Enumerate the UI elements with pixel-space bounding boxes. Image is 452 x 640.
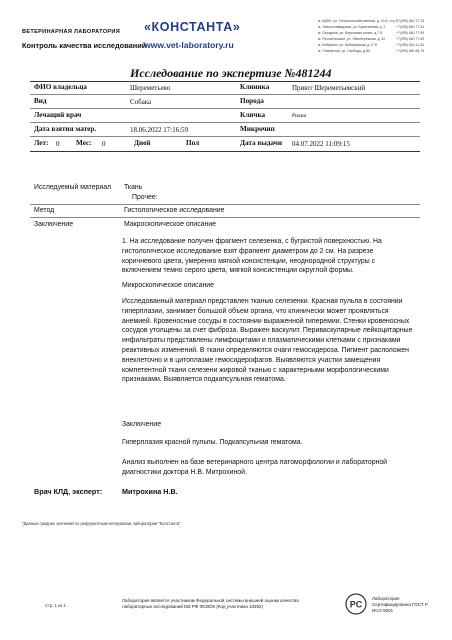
branch-phone: +7(495) 640-11-34 [396, 43, 424, 47]
lab-name: ВЕТЕРИНАРНАЯ ЛАБОРАТОРИЯ [22, 29, 121, 35]
signature-label: Врач КЛД, эксперт: [34, 487, 103, 496]
branch-address: м. Бибирево, ул. Бибиревская, д.17 Б [318, 43, 378, 47]
species-label: Вид [34, 97, 47, 105]
owner-label: ФИО владельца [34, 83, 87, 91]
page-number: Стр. 1 из 1 [45, 603, 66, 608]
row-divider [30, 94, 420, 95]
branch-address: м. Электрозаводская, ул. Буженинова, д. 2 [318, 25, 386, 29]
nickname-label: Кличка [240, 111, 266, 119]
clinic-value: Приют Шереметьевский [292, 84, 366, 92]
days-label: Дней [134, 139, 151, 147]
micro-heading: Микроскопическое описание [122, 282, 214, 289]
sex-label: Пол [186, 139, 200, 147]
branch-phone: +7(495) 640-77-76 [396, 19, 425, 23]
material-label: Исследуемый материал [34, 184, 112, 191]
conclusion-text: Гиперплазия красной пульпы. Подкапсульная гематома. [122, 439, 303, 446]
reference-note: *Данные средних значений по референтным интервалам лаборатории "Константа" [22, 521, 181, 526]
conclusion-heading: Заключение [122, 421, 162, 428]
issue-date-label: Дата выдачи [240, 139, 282, 147]
sample-date-value: 18.06.2022 17:16:59 [130, 126, 189, 134]
branch-phone: +7(495) 640-77-89 [396, 37, 425, 41]
branch-phone: +7(495) 640-77-91 [396, 25, 425, 29]
sample-date-label: Дата взятия матер. [34, 125, 97, 133]
owner-value: Шереметьево [130, 84, 171, 92]
lab-brand: «КОНСТАНТА» [144, 20, 241, 34]
row-divider [30, 204, 420, 205]
federal-note: Лаборатория является участником Федеральной системы внешней оценки качества лабораторных исследований МЗ РФ ФСВОК (Код участника 10292) [122, 598, 299, 610]
row-divider [30, 108, 420, 109]
branch-address: м. ВДНХ, ул. Сельскохозяйственная, д. 16 А, стр.3 [318, 19, 398, 23]
method-label: Метод [34, 207, 55, 214]
report-title: Исследование по экспертизе №481244 [130, 66, 332, 80]
branch-address: м. Отрадное, ул. Березовая аллея, д.7 Б [318, 31, 383, 35]
branch-address: м. Речной вокзал, ул. Левобережная, д. 32 [318, 37, 386, 41]
nickname-value: Риана [292, 113, 307, 119]
breed-label: Порода [240, 97, 264, 105]
lab-subtitle: Контроль качества исследований [22, 41, 147, 50]
branch-address: м. Планерная, ул. Свободы, д.85 [318, 49, 370, 53]
row-divider [30, 217, 420, 218]
months-value: 0 [102, 140, 106, 148]
certification-seal-icon [345, 593, 367, 615]
branch-phone: +7(495) 660-55-75 [396, 49, 425, 53]
cert-mark: PC [349, 599, 363, 610]
micro-description: Исследованный материал представлен тканью селезенки. Красная пульпа в состоянии гиперплазии, занимает большой объем органа, что клинически может проявляться анемией. Кровеносные сосуды в состоянии выраженной гиперемии. Стенки кровеносных сосудов утолщены за счет фиброза. Выражен васкулит. Периваскулярные лейкоцитарные инфильтраты представлены лимфоцитами и плазматическими клетками с признаками реактивных изменений. В ткани определяются очаги гемосидероза. Пигмент расположен внеклеточно и в цитоплазме гемосидерофагов. Выявляются участки замещения компетентной ткани селезени жировой тканью с характерными морфологическими признаками. Выявляется подкапсульная гематома. [122, 298, 413, 384]
species-value: Собака [130, 98, 152, 106]
conclusion-label: Заключение [34, 221, 74, 228]
macro-heading: Макроскопическое описание [124, 221, 216, 228]
material-other: Прочее: [132, 194, 158, 201]
macro-description: 1. На исследование получен фрагмент селезенка, с бугристой поверхностью. На гистологическое исследование взят фрагмент диаметром до 2 см. На разрезе коричневого цвета, умеренно мягкой консистенции, неоднородной структуры с включением темно серого цвета, мягкой консистенции округлой формы. [122, 238, 382, 275]
material-value: Ткань [124, 184, 143, 191]
method-value: Гистологическое исследование [124, 207, 225, 214]
branch-phone: +7(495) 640-77-95 [396, 31, 425, 35]
clinic-label: Клиника [240, 83, 270, 91]
years-label: Лет: [34, 139, 49, 147]
microchip-label: Микрочип [240, 125, 275, 133]
certification-text: Лаборатория Сертифицирована ГОСТ Р ИСО 9001 [372, 596, 428, 614]
doctor-label: Лечащий врач [34, 111, 82, 119]
info-bottom-divider [30, 151, 420, 152]
title-divider [30, 81, 420, 82]
issue-date-value: 04.07.2022 11:09:15 [292, 140, 350, 148]
center-note: Анализ выполнен на базе ветеринарного центра патоморфологии и лабораторной диагностики доктора Н.В. Митрохиной. [122, 459, 388, 476]
months-label: Мес: [76, 139, 92, 147]
lab-website[interactable]: www.vet-laboratory.ru [144, 40, 234, 50]
signature-name: Митрохина Н.В. [122, 487, 178, 496]
row-divider [30, 136, 420, 137]
row-divider [30, 122, 420, 123]
years-value: 0 [56, 140, 60, 148]
